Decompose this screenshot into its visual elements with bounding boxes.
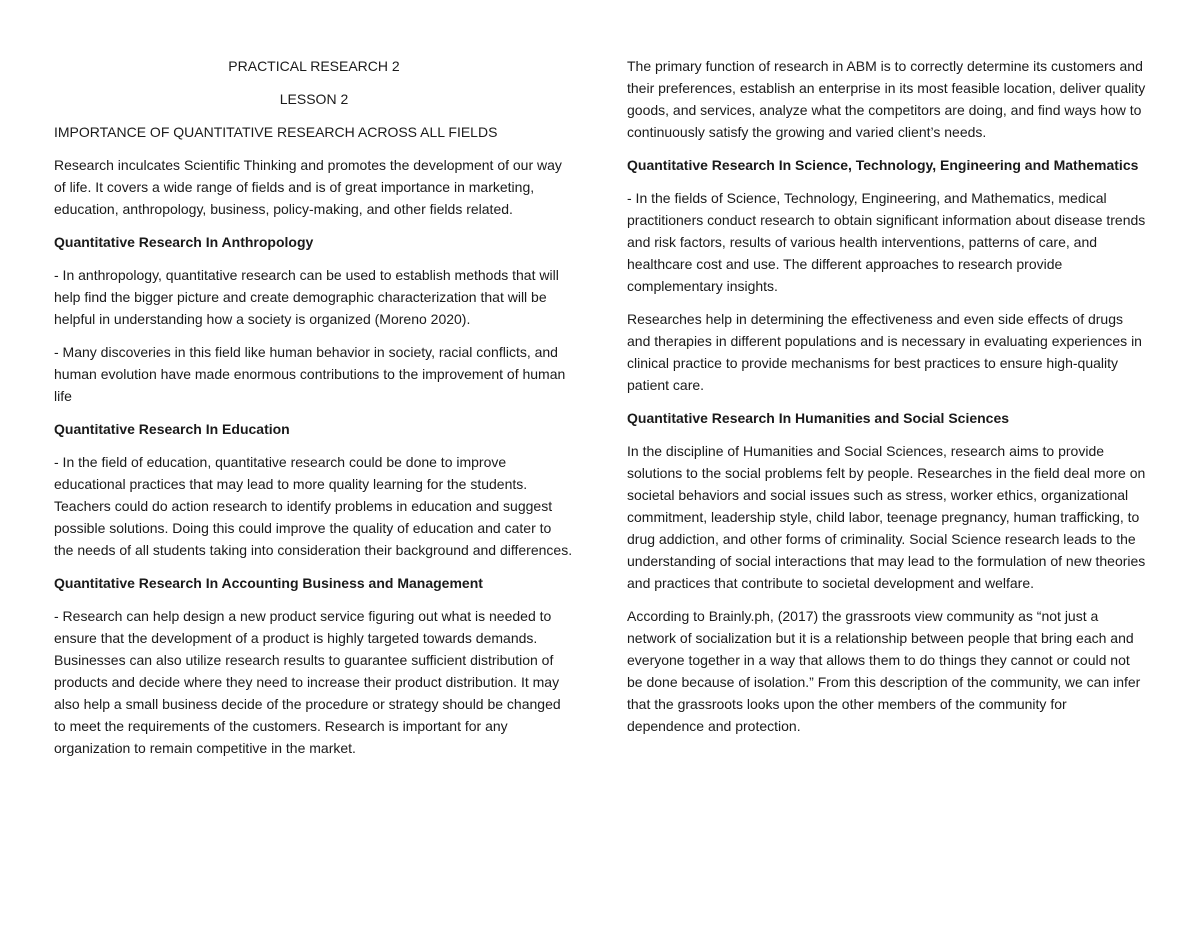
anthropology-paragraph-2: - Many discoveries in this field like human behavior in society, racial conflicts, and human evolution have made enormous contributions to the improvement of human life — [54, 344, 566, 404]
accounting-heading: Quantitative Research In Accounting Business and Management — [54, 575, 483, 591]
intro-paragraph: Research inculcates Scientific Thinking and promotes the development of our way of life. It covers a wide range of fields and is of great importance in marketing, education, anthropology, business, policy-making, and other fields related. — [54, 157, 562, 217]
humanities-paragraph-2: According to Brainly.ph, (2017) the grassroots view community as “not just a network of socialization but it is a relationship between people that bring each and everyone together in a way that allows them to do things they cannot or could not be done because of isolation.” From this description of the community, we can infer that the grassroots looks upon the other members of the community for dependence and protection. — [627, 608, 1141, 734]
stem-heading: Quantitative Research In Science, Technology, Engineering and Mathematics — [627, 157, 1139, 173]
document-title: PRACTICAL RESEARCH 2 — [228, 58, 400, 74]
anthropology-paragraph-1: - In anthropology, quantitative research can be used to establish methods that will help find the bigger picture and create demographic characterization that will be helpful in understanding how a society is organized (Moreno 2020). — [54, 267, 559, 327]
accounting-paragraph: - Research can help design a new product service figuring out what is needed to ensure that the development of a product is highly targeted towards demands. Businesses can also utilize research results to guarantee sufficient distribution of products and decide where they need to increase their product distribution. It may also help a small business decide of the procedure or strategy should be changed to meet the requirements of the customers. Research is important for any organization to remain competitive in the market. — [54, 608, 561, 756]
stem-paragraph-2: Researches help in determining the effectiveness and even side effects of drugs and therapies in different populations and is necessary in evaluating experiences in clinical practice to provide mechanisms for best practices to ensure high-quality patient care. — [627, 311, 1142, 393]
education-paragraph: - In the field of education, quantitative research could be done to improve educational practices that may lead to more quality learning for the students. Teachers could do action research to identify problems in education and suggest possible solutions. Doing this could improve the quality of education and cater to the needs of all students taking into consideration their background and differences. — [54, 454, 573, 558]
lesson-label: LESSON 2 — [279, 91, 349, 107]
stem-paragraph-1: - In the fields of Science, Technology, Engineering, and Mathematics, medical practitioners conduct research to obtain significant information about disease trends and risk factors, results of various health interventions, patterns of care, and healthcare cost and use. The different approaches to research provide complementary insights. — [627, 190, 1146, 294]
humanities-paragraph-1: In the discipline of Humanities and Social Sciences, research aims to provide solutions to the social problems felt by people. Researches in the field deal more on societal behaviors and social issues such as stress, worker ethics, organizational commitment, leadership style, child labor, teenage pregnancy, human trafficking, to drug addiction, and other forms of criminality. Social Science research leads to the understanding of social interactions that may lead to the formulation of new theories and practices that contribute to societal development and welfare. — [627, 443, 1146, 591]
left-column — [54, 55, 574, 770]
abm-paragraph: The primary function of research in ABM is to correctly determine its customers and their preferences, establish an enterprise in its most feasible location, deliver quality goods, and services, analyze what the competitors are doing, and find ways how to continuously satisfy the growing and varied client’s needs. — [627, 58, 1146, 140]
right-column — [627, 55, 1147, 748]
anthropology-heading: Quantitative Research In Anthropology — [54, 234, 314, 250]
education-heading: Quantitative Research In Education — [54, 421, 290, 437]
humanities-heading: Quantitative Research In Humanities and Social Sciences — [627, 410, 1010, 426]
main-heading: IMPORTANCE OF QUANTITATIVE RESEARCH ACROSS ALL FIELDS — [54, 124, 498, 140]
